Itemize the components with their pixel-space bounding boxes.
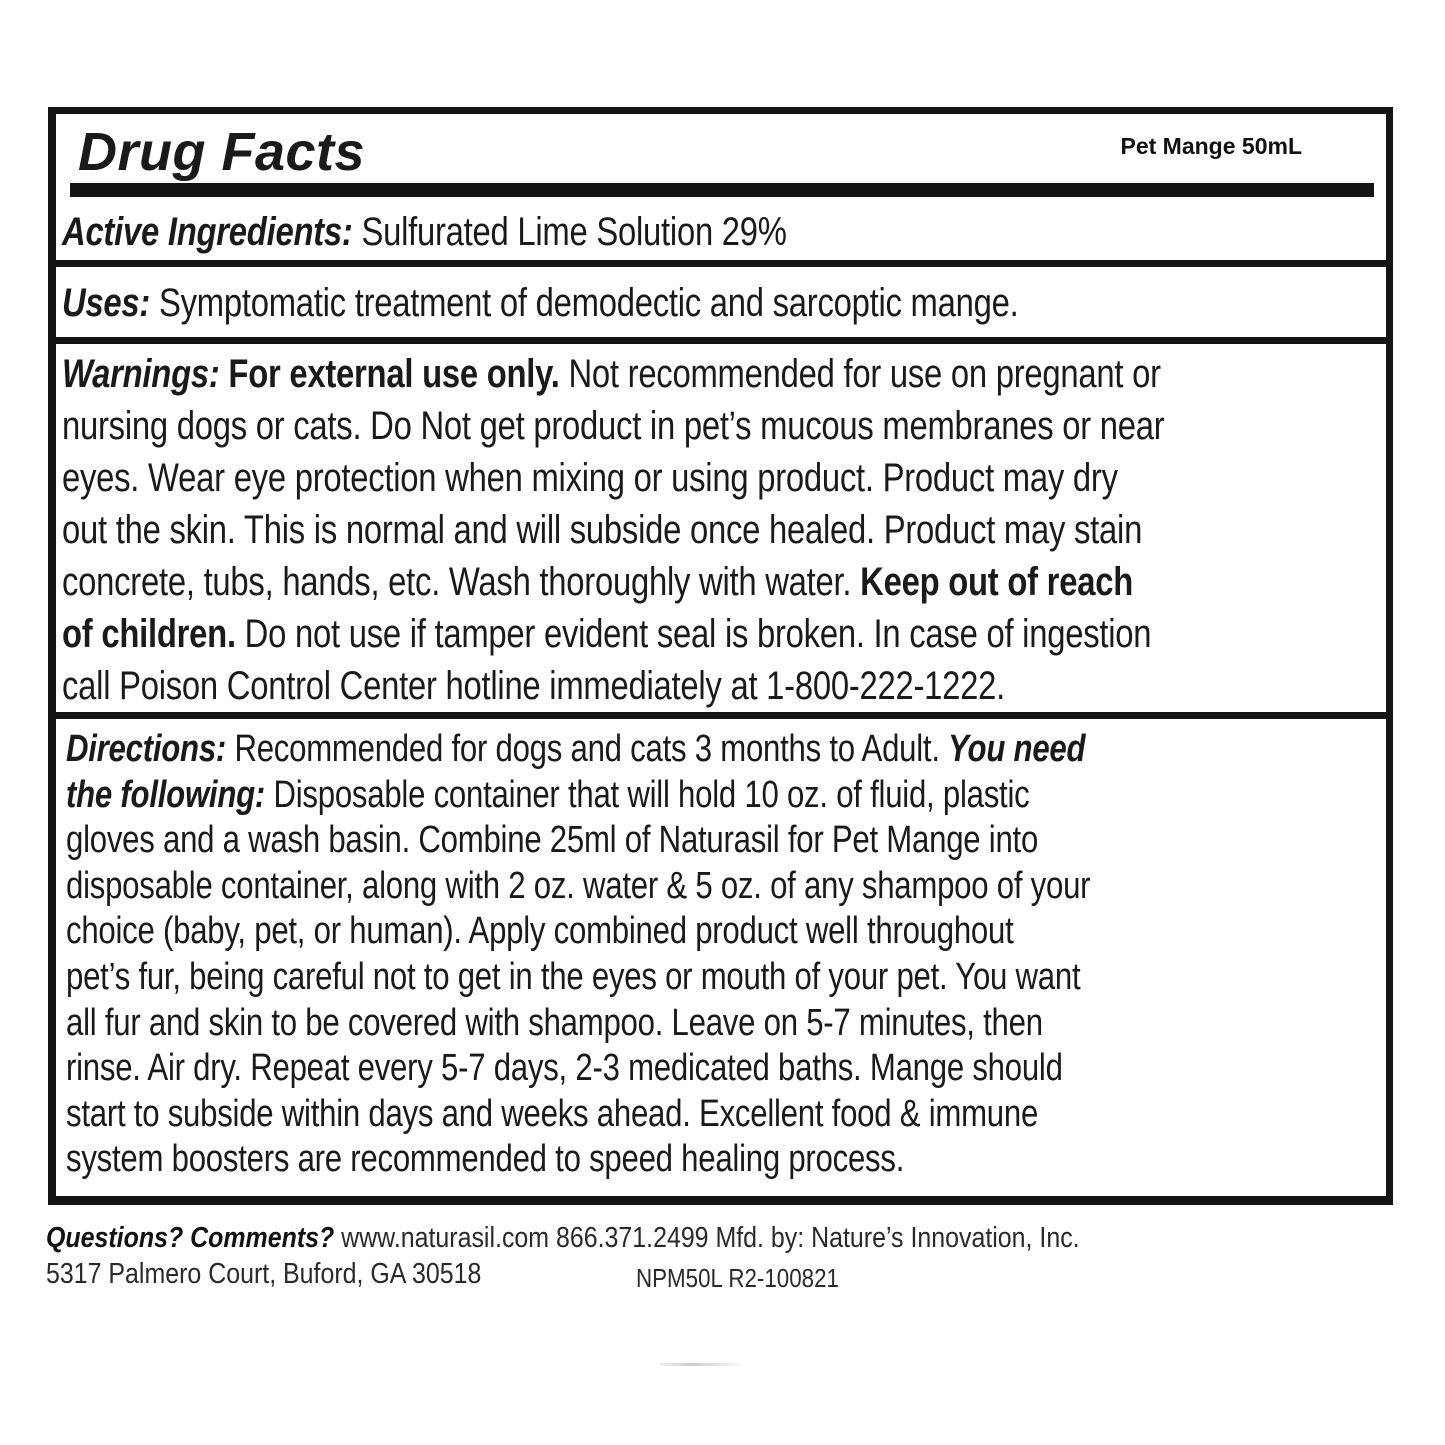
warnings-bold-text: Keep out of reach: [860, 560, 1133, 604]
warnings-line: [62, 556, 1164, 608]
directions-line: [66, 727, 1090, 773]
drug-facts-panel: [48, 107, 1393, 1205]
directions-text: Recommended for dogs and cats 3 months to Adult.: [226, 728, 949, 770]
directions-line: disposable container, along with 2 oz. water & 5 oz. of any shampoo of your: [66, 864, 1091, 907]
section-divider: [56, 260, 1386, 267]
active-ingredients-text: Sulfurated Lime Solution 29%: [352, 210, 787, 254]
warnings-line: out the skin. This is normal and will subside once healed. Product may stain: [62, 508, 1143, 552]
uses-text: Symptomatic treatment of demodectic and sarcoptic mange.: [150, 281, 1019, 325]
manufacturer-footer: [46, 1220, 1080, 1292]
directions-section: [56, 719, 1386, 1199]
section-divider: [56, 712, 1386, 719]
directions-line: rinse. Air dry. Repeat every 5-7 days, 2-3 medicated baths. Mange should: [66, 1047, 1063, 1090]
footer-address-row: [46, 1256, 1080, 1292]
warnings-text: Do not use if tamper evident seal is broken. In case of ingestion: [235, 612, 1152, 656]
product-code: NPM50L R2-100821: [635, 1263, 839, 1293]
warnings-line: nursing dogs or cats. Do Not get product in pet’s mucous membranes or near: [62, 404, 1165, 448]
warnings-line: eyes. Wear eye protection when mixing or using product. Product may dry: [62, 456, 1118, 500]
directions-text: Disposable container that will hold 10 oz. of fluid, plastic: [265, 773, 1030, 816]
uses-label: Uses:: [62, 281, 151, 325]
directions-label: Directions:: [66, 728, 227, 770]
warnings-label: Warnings:: [62, 352, 220, 396]
directions-line: gloves and a wash basin. Combine 25ml of Naturasil for Pet Mange into: [66, 819, 1039, 862]
section-divider: [56, 337, 1386, 344]
warnings-line: [62, 348, 1164, 400]
warnings-text: Not recommended for use on pregnant or: [559, 352, 1161, 396]
warnings-line: [62, 608, 1164, 660]
manufacturer-address: 5317 Palmero Court, Buford, GA 30518: [46, 1258, 482, 1290]
you-need-label: You need: [948, 728, 1086, 770]
header-rule: [70, 183, 1374, 197]
warnings-text: concrete, tubs, hands, etc. Wash thoroughly with water.: [62, 560, 861, 604]
warnings-bold-text: of children.: [62, 612, 236, 656]
contact-info: www.naturasil.com 866.371.2499 Mfd. by: Nature’s Innovation, Inc.: [334, 1222, 1080, 1254]
page-title: Drug Facts: [78, 122, 366, 182]
warnings-section: [56, 344, 1386, 714]
directions-line: pet’s fur, being careful not to get in the eyes or mouth of your pet. You want: [66, 955, 1081, 998]
warnings-bold-text: For external use only.: [219, 352, 560, 396]
drug-facts-header: [56, 114, 1386, 190]
uses-section: [56, 267, 1386, 337]
warnings-line: call Poison Control Center hotline immediately at 1-800-222-1222.: [62, 664, 1006, 708]
directions-line: choice (baby, pet, or human). Apply combined product well throughout: [66, 910, 1014, 953]
print-artifact: [660, 1363, 740, 1366]
the-following-label: the following:: [66, 773, 266, 816]
directions-line: start to subside within days and weeks ahead. Excellent food & immune: [66, 1092, 1039, 1135]
directions-line: [66, 773, 1090, 819]
directions-line: all fur and skin to be covered with shampoo. Leave on 5-7 minutes, then: [66, 1001, 1043, 1044]
questions-label: Questions? Comments?: [46, 1222, 335, 1254]
active-ingredients-section: [56, 198, 1386, 264]
product-name: Pet Mange 50mL: [1120, 133, 1302, 159]
directions-line: system boosters are recommended to speed healing process.: [66, 1138, 905, 1181]
footer-contact-row: [46, 1220, 1080, 1256]
active-ingredients-label: Active Ingredients:: [62, 210, 353, 254]
